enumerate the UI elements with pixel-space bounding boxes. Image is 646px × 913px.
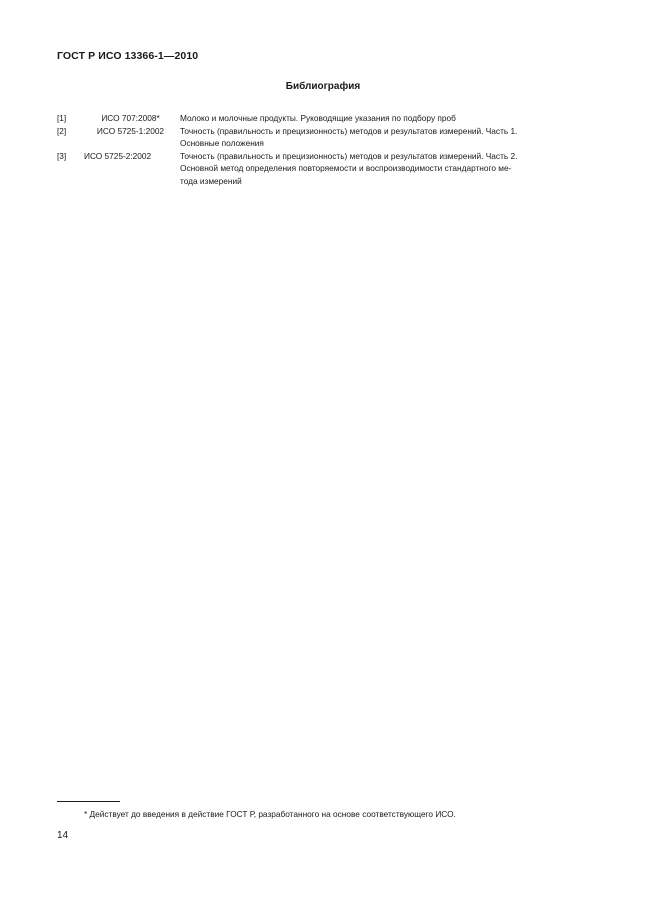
document-header: ГОСТ Р ИСО 13366-1—2010 (57, 50, 199, 62)
entry-description (180, 125, 594, 150)
section-title: Библиография (285, 81, 361, 92)
entry-description-line: Основной метод определения повторяемости и воспроизводимости стандартного ме- (180, 163, 512, 173)
entry-description-line: Точность (правильность и прецизионность) методов и результатов измерений. Часть 1. (180, 125, 518, 136)
entry-description-line: Основные положения (180, 138, 264, 148)
footnote-divider (57, 801, 120, 802)
entry-number: [1] (57, 113, 67, 123)
entry-description-line: Точность (правильность и прецизионность) методов и результатов измерений. Часть 2. (180, 150, 518, 161)
entry-description-line: тода измерений (180, 175, 242, 186)
page-number: 14 (57, 830, 69, 841)
entry-number: [2] (57, 125, 67, 136)
footnote: * Действует до введения в действие ГОСТ Р, разработанного на основе соответствующего ИСО. (84, 809, 456, 819)
entry-code: ИСО 707:2008* (101, 113, 160, 123)
entry-description (180, 112, 594, 125)
bibliography-entry (57, 112, 594, 125)
entry-description-line: Молоко и молочные продукты. Руководящие указания по подбору проб (180, 113, 456, 123)
bibliography-entry (57, 150, 594, 188)
bibliography-entry (57, 125, 594, 150)
bibliography-list (57, 112, 594, 187)
entry-code: ИСО 5725-2:2002 (84, 150, 152, 161)
entry-description (180, 150, 594, 188)
entry-number: [3] (57, 150, 67, 161)
entry-code: ИСО 5725-1:2002 (96, 125, 165, 136)
